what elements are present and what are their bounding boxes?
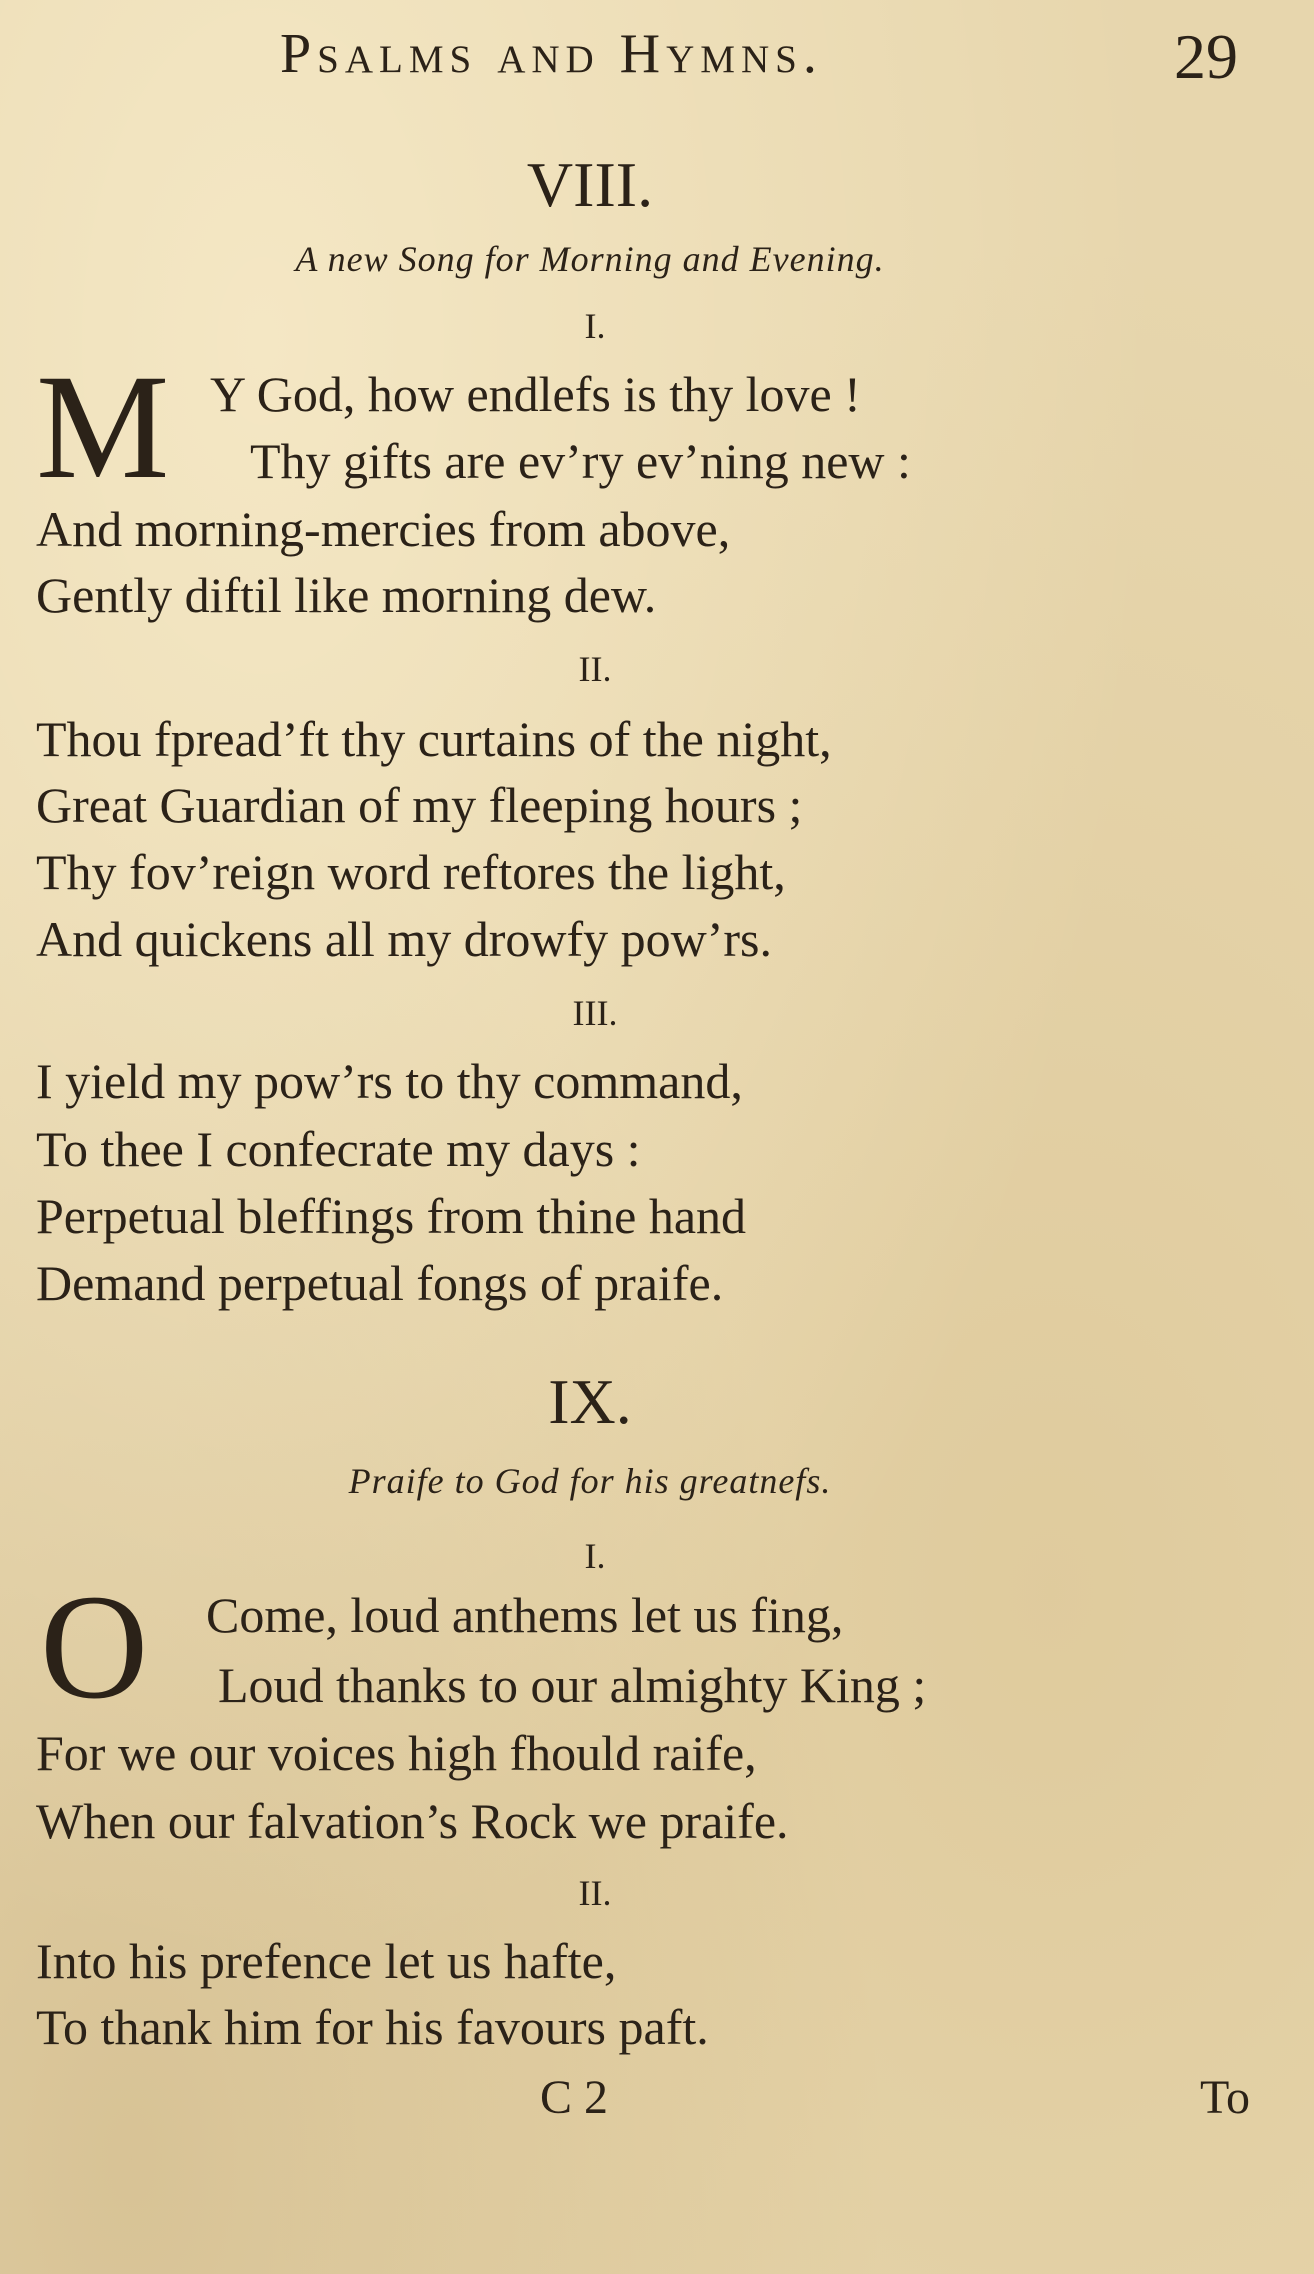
hymn-9-line-4: When our falvation’s Rock we praife.	[36, 1793, 789, 1849]
hymn-8-stanza-1-number: I.	[584, 306, 606, 346]
catchword: To	[1200, 2071, 1250, 2124]
hymn-8-line-1: Y God, how endlefs is thy love !	[210, 366, 861, 422]
hymn-8-line-10: To thee I confecrate my days :	[36, 1121, 641, 1177]
hymn-8-number: VIII.	[526, 149, 654, 220]
signature-mark: C 2	[540, 2071, 609, 2124]
hymn-9-line-1: Come, loud anthems let us fing,	[206, 1587, 844, 1643]
hymn-8-line-12: Demand perpetual fongs of praife.	[36, 1255, 724, 1311]
hymn-8-stanza-3-number: III.	[572, 993, 618, 1033]
hymn-8-line-7: Thy fov’reign word reftores the light,	[36, 844, 786, 900]
hymn-8-line-5: Thou fpread’ft thy curtains of the night,	[36, 711, 832, 767]
hymn-8-line-4: Gently diftil like morning dew.	[36, 567, 657, 623]
running-head: Psalms and Hymns.	[280, 23, 823, 85]
hymn-8-line-2: Thy gifts are ev’ry ev’ning new :	[250, 433, 911, 489]
page-number: 29	[1174, 21, 1238, 92]
hymn-8-line-9: I yield my pow’rs to thy command,	[36, 1053, 743, 1109]
hymn-8-title: A new Song for Morning and Evening.	[295, 239, 885, 279]
hymn-9-stanza-2-number: II.	[578, 1873, 612, 1913]
hymn-8-stanza-2-number: II.	[578, 649, 612, 689]
hymn-9-stanza-1-number: I.	[584, 1536, 606, 1576]
hymn-9-dropcap: O	[40, 1564, 149, 1730]
hymn-9-title: Praife to God for his greatnefs.	[348, 1461, 832, 1501]
hymn-9-line-2: Loud thanks to our almighty King ;	[218, 1657, 927, 1713]
hymn-8-line-3: And morning-mercies from above,	[36, 501, 731, 557]
hymn-8-dropcap: M	[36, 344, 170, 510]
hymn-8-line-8: And quickens all my drowfy pow’rs.	[36, 911, 772, 967]
hymn-8-line-6: Great Guardian of my fleeping hours ;	[36, 777, 803, 833]
hymn-9-line-3: For we our voices high fhould raife,	[36, 1725, 757, 1781]
hymn-9-number: IX.	[548, 1366, 632, 1437]
hymn-9-line-5: Into his prefence let us hafte,	[36, 1933, 617, 1989]
hymn-8-line-11: Perpetual bleffings from thine hand	[36, 1188, 747, 1244]
hymn-9-line-6: To thank him for his favours paft.	[36, 1999, 709, 2055]
